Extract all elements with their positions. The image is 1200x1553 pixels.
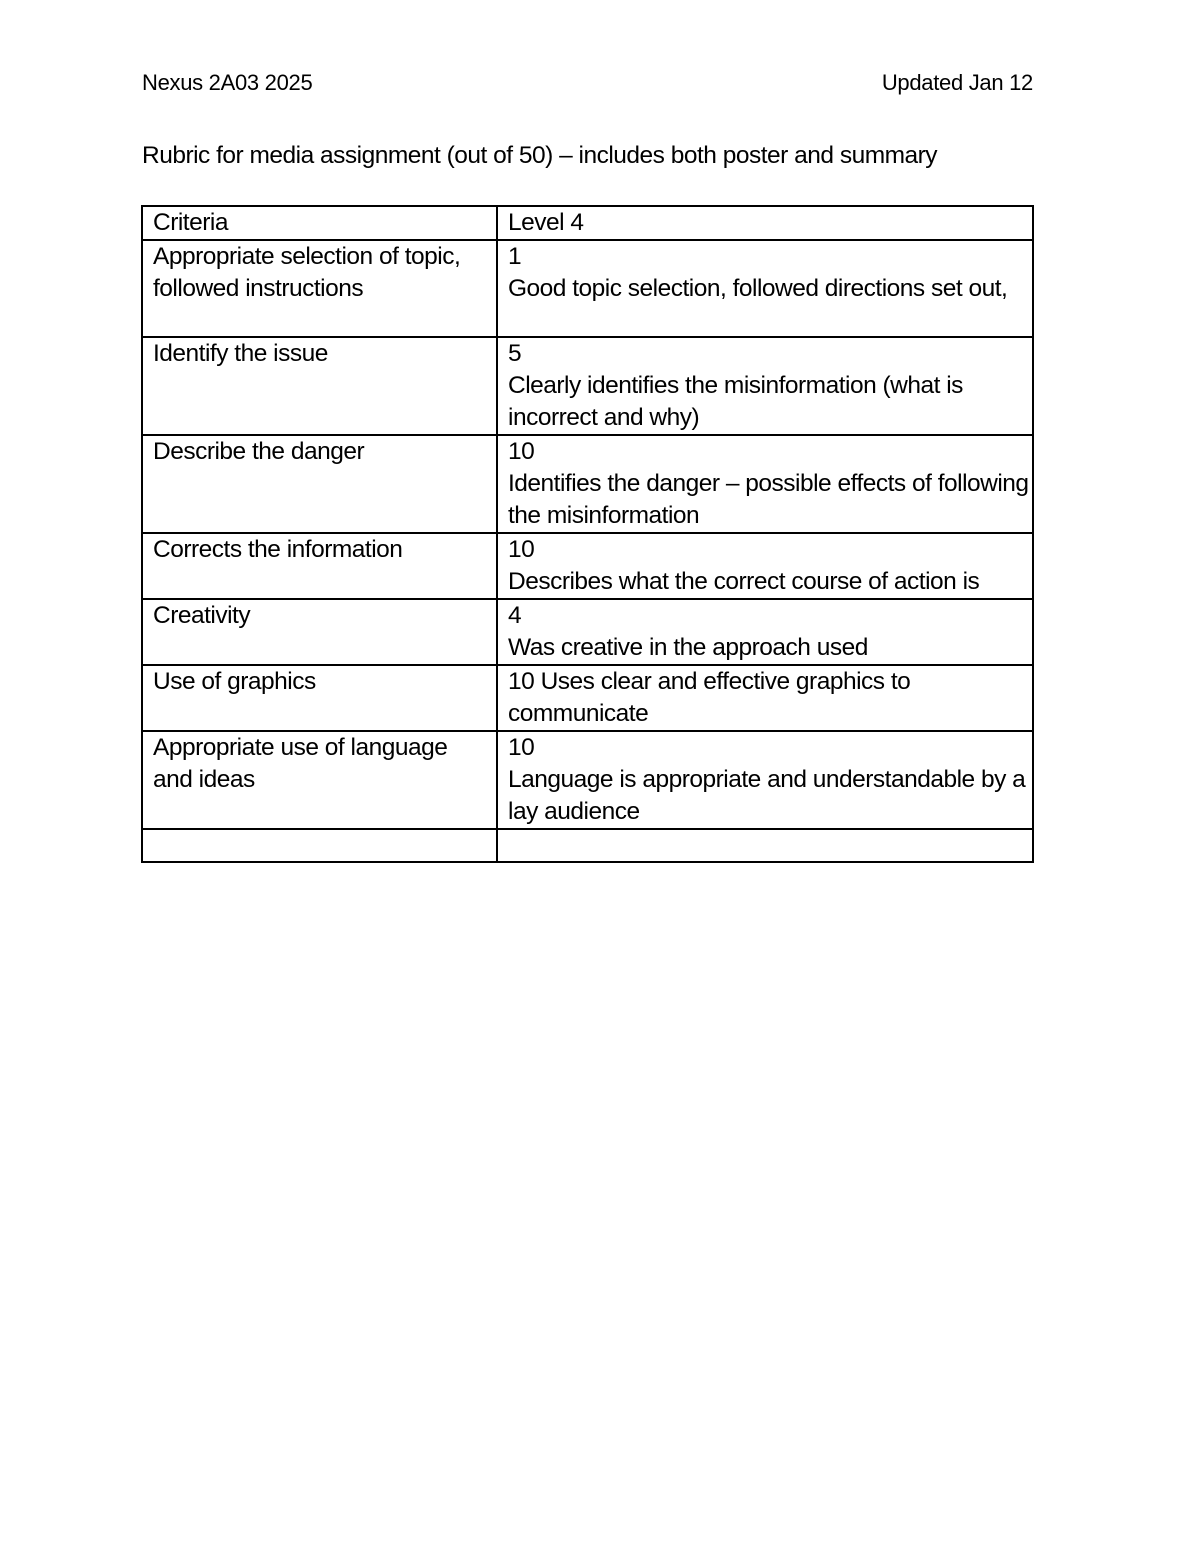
criteria-cell: Identify the issue (142, 337, 497, 435)
criteria-cell: Appropriate use of language and ideas (142, 731, 497, 829)
points-value: 4 (508, 602, 522, 629)
criteria-cell: Use of graphics (142, 665, 497, 731)
page-title: Rubric for media assignment (out of 50) – includes both poster and summary (142, 142, 938, 169)
rubric-table (141, 205, 1034, 863)
level-cell (497, 665, 1033, 731)
level-description: Language is appropriate and understandable by a lay audience (508, 766, 1026, 825)
table-row (142, 435, 1033, 533)
level-description: Uses clear and effective graphics to communicate (508, 668, 911, 727)
level-cell (497, 731, 1033, 829)
table-header-row (142, 206, 1033, 240)
level-cell (497, 435, 1033, 533)
points-value: 1 (508, 243, 522, 270)
table-row (142, 337, 1033, 435)
criteria-cell: Creativity (142, 599, 497, 665)
table-row-empty (142, 829, 1033, 862)
level-description: Identifies the danger – possible effects of following the misinformation (508, 470, 1029, 529)
level-description: Was creative in the approach used (508, 634, 868, 661)
criteria-cell: Corrects the information (142, 533, 497, 599)
criteria-cell: Describe the danger (142, 435, 497, 533)
points-value: 10 (508, 438, 535, 465)
table-row (142, 599, 1033, 665)
points-value: 5 (508, 340, 522, 367)
level-cell (497, 337, 1033, 435)
header-course-code: Nexus 2A03 2025 (142, 70, 313, 95)
table-row (142, 665, 1033, 731)
level-cell (497, 829, 1033, 862)
level-cell (497, 599, 1033, 665)
points-value: 10 (508, 734, 535, 761)
points-value: 10 (508, 536, 535, 563)
criteria-cell: Appropriate selection of topic, followed instructions (142, 240, 497, 337)
table-row (142, 731, 1033, 829)
header-updated-date: Updated Jan 12 (881, 70, 1033, 95)
points-value: 10 (508, 668, 535, 695)
level-cell (497, 533, 1033, 599)
level-cell (497, 240, 1033, 337)
level-description: Good topic selection, followed directions set out, (508, 275, 1008, 302)
criteria-cell (142, 829, 497, 862)
header-level: Level 4 (497, 206, 1033, 240)
level-description: Clearly identifies the misinformation (what is incorrect and why) (508, 372, 963, 431)
table-row (142, 240, 1033, 337)
table-row (142, 533, 1033, 599)
level-description: Describes what the correct course of action is (508, 568, 980, 595)
header-criteria: Criteria (142, 206, 497, 240)
